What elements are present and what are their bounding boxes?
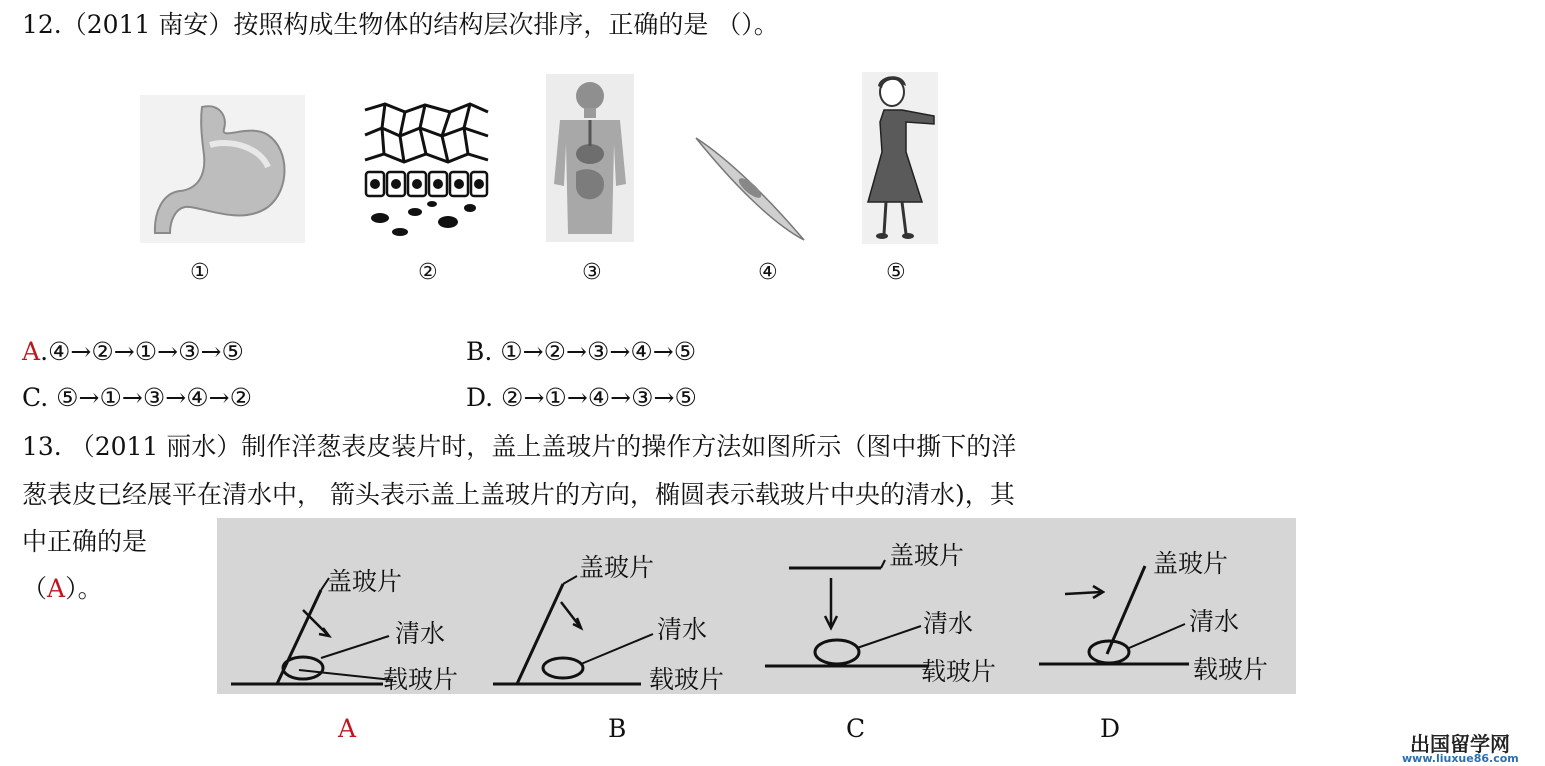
panel-b-slide-label: 载玻片	[649, 665, 725, 694]
panel-d-slide-label: 载玻片	[1193, 655, 1269, 684]
question-13-line-3: 中正确的是	[22, 527, 148, 556]
panel-a-slide-label: 载玻片	[383, 665, 459, 694]
question-13-line-1: 13. （2011 丽水）制作洋葱表皮装片时，盖上盖玻片的操作方法如图所示（图中撕下的洋	[22, 432, 1017, 461]
panel-a-water-label: 清水	[395, 619, 446, 648]
panel-c-slide-label: 载玻片	[921, 657, 997, 686]
panel-label-a: A	[338, 714, 357, 743]
panel-label-d: D	[1100, 714, 1121, 743]
panel-label-b: B	[608, 714, 627, 743]
option-a-letter: A	[22, 337, 41, 366]
tissue-cells-image	[360, 100, 490, 240]
panel-label-c: C	[846, 714, 866, 743]
question-13-line-2: 葱表皮已经展平在清水中， 箭头表示盖上盖玻片的方向，椭圆表示载玻片中央的清水)，其	[22, 480, 1015, 509]
question-13-answer: （A）。	[22, 574, 103, 603]
figure-label-4: ④	[758, 260, 778, 285]
watermark-name: 出国留学网	[1410, 732, 1510, 756]
question-12-title: 12.（2011 南安）按照构成生物体的结构层次排序，正确的是 （）。	[22, 10, 779, 39]
answer-letter: A	[47, 574, 66, 603]
panel-d-coverslip-label: 盖玻片	[1153, 549, 1229, 578]
woman-organism-image	[862, 72, 938, 244]
human-organ-system-image	[546, 74, 634, 242]
panel-c-water-label: 清水	[923, 609, 974, 638]
figure-label-3: ③	[582, 260, 602, 285]
panel-d-water-label: 清水	[1189, 607, 1240, 636]
figure-label-2: ②	[418, 260, 438, 285]
option-a-text: .④→②→①→③→⑤	[40, 337, 244, 366]
muscle-cell-image	[690, 130, 810, 245]
panel-c-coverslip-label: 盖玻片	[889, 541, 965, 570]
figure-label-1: ①	[190, 260, 210, 285]
option-b: B. ①→②→③→④→⑤	[466, 337, 697, 366]
option-d: D. ②→①→④→③→⑤	[466, 383, 697, 412]
panel-a-coverslip-label: 盖玻片	[327, 567, 403, 596]
panel-b-water-label: 清水	[657, 615, 708, 644]
option-c: C. ⑤→①→③→④→②	[22, 383, 252, 412]
figure-label-5: ⑤	[886, 260, 906, 285]
option-a	[22, 337, 244, 366]
coverslip-procedure-figure	[217, 518, 1296, 694]
stomach-organ-image	[140, 95, 305, 243]
watermark-url: www.liuxue86.com	[1402, 752, 1519, 765]
panel-b-coverslip-label: 盖玻片	[579, 553, 655, 582]
